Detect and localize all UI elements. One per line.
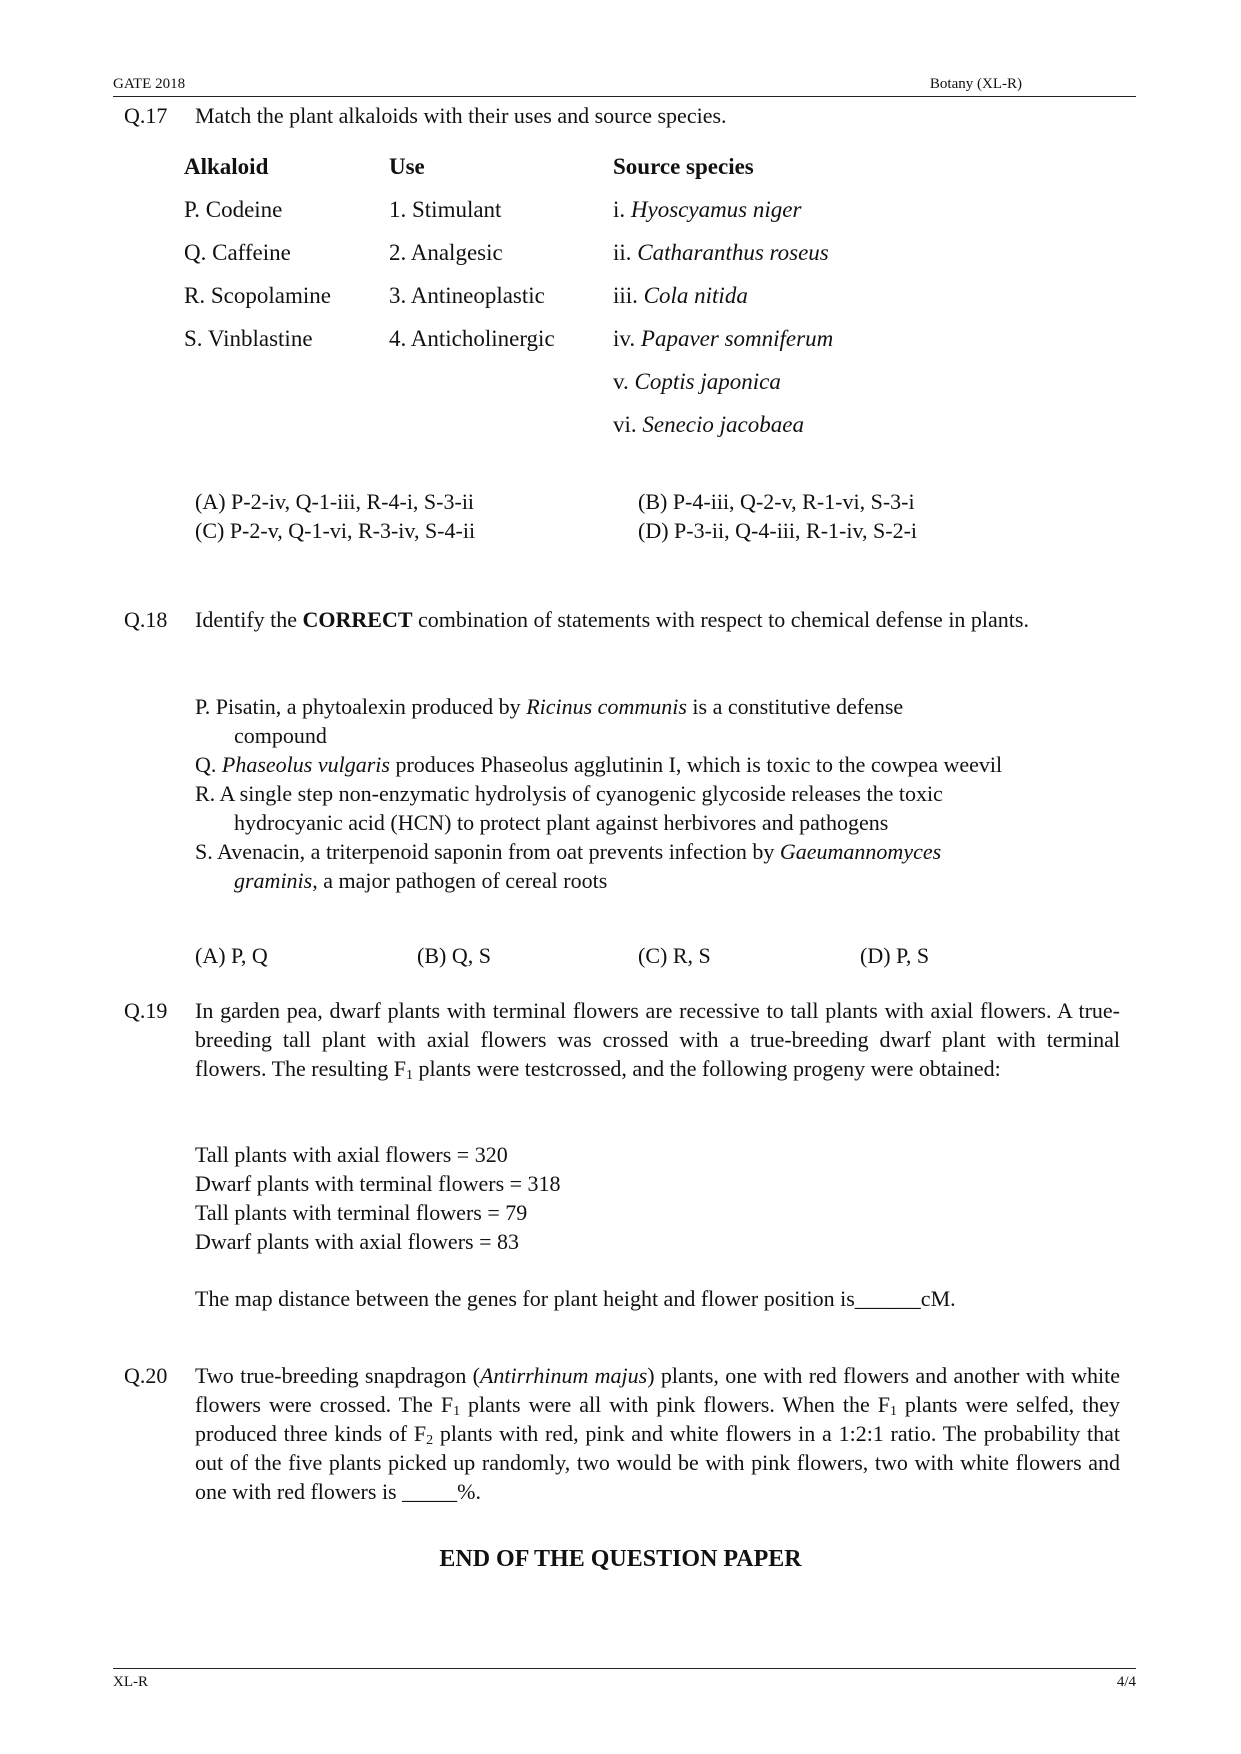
match-table	[184, 152, 884, 437]
question-20	[124, 1361, 1120, 1521]
alkaloid-item: P. Codeine	[184, 197, 283, 222]
end-of-paper-title: END OF THE QUESTION PAPER	[439, 1546, 802, 1572]
source-item: i. Hyoscyamus niger	[613, 197, 802, 222]
option-c: (C) P-2-v, Q-1-vi, R-3-iv, S-4-ii	[195, 518, 476, 543]
option-b: (B) P-4-iii, Q-2-v, R-1-vi, S-3-i	[638, 489, 915, 514]
alkaloid-item: R. Scopolamine	[184, 283, 331, 308]
option-d: (D) P-3-ii, Q-4-iii, R-1-iv, S-2-i	[638, 518, 918, 543]
option-d: (D) P, S	[860, 943, 930, 968]
option-b: (B) Q, S	[417, 943, 491, 968]
header-exam-title: GATE 2018	[113, 76, 186, 92]
alkaloid-item: S. Vinblastine	[184, 326, 313, 351]
question-text: Match the plant alkaloids with their uses and source species.	[195, 103, 727, 128]
statement-p: P. Pisatin, a phytoalexin produced by Ricinus communis is a constitutive defense	[195, 694, 904, 719]
question-prompt: The map distance between the genes for plant height and flower position is______cM.	[195, 1286, 956, 1311]
statement-r: R. A single step non-enzymatic hydrolysis of cyanogenic glycoside releases the toxic	[195, 781, 943, 806]
column-header-alkaloid: Alkaloid	[184, 154, 269, 179]
progeny-item: Tall plants with terminal flowers = 79	[195, 1200, 528, 1225]
option-a: (A) P, Q	[195, 943, 268, 968]
question-text: In garden pea, dwarf plants with terminal flowers are recessive to tall plants with axial flowers. A true-breeding tall plant with axial flowers was crossed with a true-breeding dwarf plant with terminal flowers. The resulting $F_1$ plants were testcrossed, and the following progeny were obtained:	[195, 998, 1120, 1083]
header-paper-code: Botany (XL-R)	[929, 76, 1022, 92]
question-18	[124, 605, 1120, 905]
use-item: 3. Antineoplastic	[389, 283, 545, 308]
progeny-item: Dwarf plants with terminal flowers = 318	[195, 1171, 561, 1196]
option-a: (A) P-2-iv, Q-1-iii, R-4-i, S-3-ii	[195, 489, 475, 514]
progeny-list	[195, 1140, 1120, 1256]
source-column	[613, 152, 833, 453]
q17-options	[195, 487, 995, 547]
q18-options	[195, 941, 995, 971]
statement-list	[195, 692, 1120, 895]
question-text: Identify the CORRECT combination of statements with respect to chemical defense in plants.	[195, 607, 1029, 632]
statement-s: S. Avenacin, a triterpenoid saponin from oat prevents infection by Gaeumannomyces	[195, 839, 942, 864]
use-column	[389, 152, 555, 367]
alkaloid-item: Q. Caffeine	[184, 240, 291, 265]
source-item: ii. Catharanthus roseus	[613, 240, 829, 265]
progeny-item: Tall plants with axial flowers = 320	[195, 1142, 508, 1167]
footer-paper-code: XL-R	[113, 1674, 148, 1690]
statement-p-continued: compound	[234, 723, 327, 748]
question-number: Q.19	[124, 998, 168, 1023]
statement-q: Q. Phaseolus vulgaris produces Phaseolus agglutinin I, which is toxic to the cowpea weevil	[195, 752, 1003, 777]
use-item: 1. Stimulant	[389, 197, 502, 222]
alkaloid-column	[184, 152, 331, 367]
use-item: 2. Analgesic	[389, 240, 503, 265]
column-header-use: Use	[389, 154, 425, 179]
source-item: iii. Cola nitida	[613, 283, 748, 308]
question-number: Q.18	[124, 607, 168, 632]
page-footer	[113, 1668, 1136, 1690]
use-item: 4. Anticholinergic	[389, 326, 555, 351]
source-item: iv. Papaver somniferum	[613, 326, 834, 351]
source-item: vi. Senecio jacobaea	[613, 412, 804, 437]
option-c: (C) R, S	[638, 943, 711, 968]
question-number: Q.20	[124, 1363, 168, 1388]
column-header-source: Source species	[613, 154, 754, 179]
question-number: Q.17	[124, 103, 168, 128]
page-number: 4/4	[1116, 1674, 1136, 1690]
question-text: Two true-breeding snapdragon (Antirrhinum majus) plants, one with red flowers and another with white flowers were crossed. The $F_1$ plants were all with pink flowers. When the $F_1$ plants were selfed, they produced three kinds of $F_2$ plants with red, pink and white flowers in a 1:2:1 ratio. The probability that out of the five plants picked up randomly, two would be with pink flowers, two with white flowers and one with red flowers is _____%.	[195, 1363, 1121, 1504]
question-19	[124, 996, 1120, 1316]
statement-r-continued: hydrocyanic acid (HCN) to protect plant against herbivores and pathogens	[234, 810, 889, 835]
statement-s-continued: graminis, a major pathogen of cereal roots	[234, 868, 608, 893]
source-item: v. Coptis japonica	[613, 369, 781, 394]
progeny-item: Dwarf plants with axial flowers = 83	[195, 1229, 519, 1254]
page-header	[113, 76, 1136, 97]
